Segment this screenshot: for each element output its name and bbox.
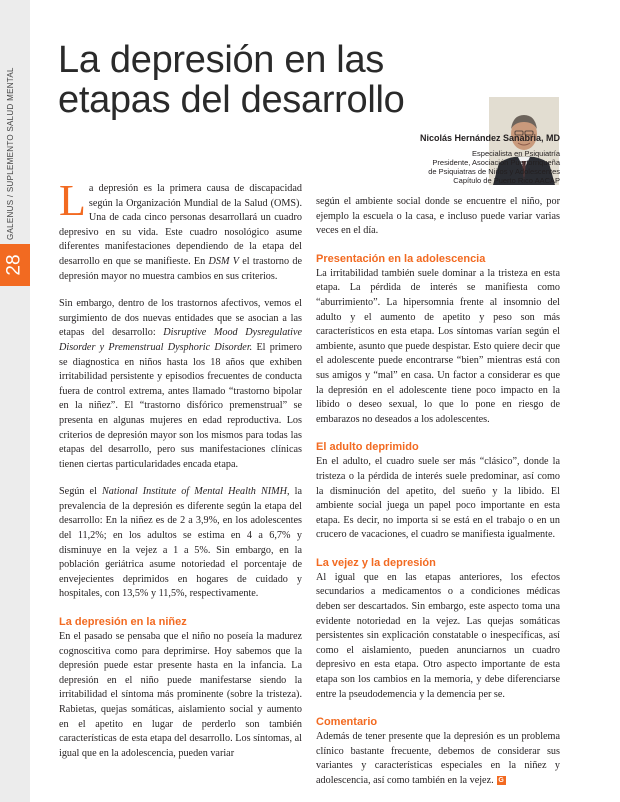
author-block: [420, 133, 560, 185]
heading-comentario: Comentario: [316, 716, 378, 729]
heading-ninez: La depresión en la niñez: [59, 616, 187, 629]
page-number: [0, 244, 30, 286]
right-column: [316, 195, 560, 802]
paragraph-prevalence: [59, 485, 302, 602]
drop-cap: L: [59, 176, 86, 225]
end-mark-icon: G: [498, 777, 504, 785]
p2-italic: Disruptive Mood Dysregulative Disorder y Premenstrual Dysphoric Disorder.: [59, 327, 303, 353]
author-credentials: [420, 149, 560, 185]
running-head: [6, 224, 15, 240]
article-title: La depresión en las etapas del desarrollo: [58, 39, 405, 121]
paragraph-adulto: En el adulto, el cuadro suele ser más “clásico”, donde la tristeza o la pérdida de interés suele predominar, así como la disminución del apetito, del sueño y la libido. El ambiente social juega un papel poco importante en esta etapa. Es decir, no importa si se está en el trabajo o en un crucero de vacaciones, el cuadro se manifiesta igualmente.: [316, 456, 560, 541]
paragraph-ninez: En el pasado se pensaba que el niño no poseía la madurez cognoscitiva como para deprimirse. Hoy sabemos que la depresión puede estar presente hasta en la infancia. La depresión en el niño puede manifestarse siendo la irritabilidad el síntoma más prominente (sobre la tristeza). Rabietas, quejas somáticas, aislamiento social y aumento en el apetito en lugar de perderlo son también características de esta etapa del desarrollo. Los síntomas, al igual que en la adolescencia, pueden variar: [59, 631, 302, 759]
p3-italic: National Institute of Mental Health NIMH: [102, 486, 288, 498]
intro-italic: DSM V: [208, 255, 239, 267]
author-credential-line: Presidente, Asociación Puertorriqueña: [432, 158, 560, 167]
paragraph-comentario: [316, 730, 560, 788]
author-credential-line: Capítulo de Puerto Rico AACAP: [453, 176, 560, 185]
heading-vejez: La vejez y la depresión: [316, 556, 436, 569]
heading-adolescencia: Presentación en la adolescencia: [316, 252, 486, 265]
heading-adulto: El adulto deprimido: [316, 441, 419, 454]
paragraph-vejez: Al igual que en las etapas anteriores, los efectos secundarios a medicamentos o a condiciones médicas deben ser descartados. Sin embargo, este aspecto toma una evidente notoriedad en la vejez. Las quejas somáticas persistentes sin explicación constatable o inespecíficas, así como el aislamiento, pueden anunciarnos un cuadro depresivo en esta etapa. Otro aspecto importante de esta etapa son los cambios en la memoria, y debe diferenciarse entre la pseudodemencia y la demencia per se.: [316, 571, 560, 700]
p2-text: Sin embargo, dentro de los trastornos afectivos, vemos el surgimiento de dos nuevas entidades que se asocian a las etapas del desarrollo:: [59, 298, 302, 339]
p3-text-end: , la prevalencia de la depresión es diferente según la etapa del desarrollo: En la niñez es de 2 a 3,9%, en los adolescentes del 11,2%; en los adultos se estima en 4 a 6,7% y disminuye en la vejez a 1 a 5%. Sin embargo, en la población geriátrica asume notoriedad el porcentaje de envejecientes deprimidos en hogares de cuidado y hospitales, con 13,5% y 11,5%, respectivamente.: [59, 486, 302, 600]
comentario-text: Además de tener presente que la depresión es un problema clínico bastante frecuente, debemos de considerar sus variantes y características especiales en la niñez y adolescencia, así como también en la vejez.: [316, 731, 560, 786]
intro-paragraph: [59, 176, 303, 284]
intro-text: a depresión es la primera causa de discapacidad según la Organización Mundial de la Salud (OMS). Una de cada cinco personas desarrollará un cuadro depresivo en su vida. Este cuadro nosológico asume diferentes manifestaciones dependiendo de la etapa del desarrollo en que se manifieste. En: [59, 183, 302, 267]
paragraph-continuation: según el ambiente social donde se encuentre el niño, por ejemplo la escuela o la casa, e incluso puede variar varias veces en el día.: [316, 196, 560, 237]
p3-text: Según el: [59, 486, 102, 498]
p2-text-end: El primero se diagnostica en niños hasta los 18 años que exhiben irritabilidad persistente y episodios frecuentes de conducta fuera de control extrema, antes llamado “trastorno bipolar en la niñez”. El “trastorno disfórico premenstrual” se presenta en algunas mujeres en edad reproductiva. Los criterios de depresión mayor son los mismos para todas las etapas del desarrollo, pero sus manifestaciones clínicas tienen ciertas particularidades encada etapa.: [59, 341, 302, 470]
page-number-text: 28: [3, 254, 25, 276]
paragraph-new-entities: [59, 297, 302, 472]
intro-text-end: el trastorno de depresión mayor no muestra cambios en sus criterios.: [59, 255, 303, 282]
author-name: Nicolás Hernández Sanabria, MD: [419, 133, 560, 143]
author-credential-line: de Psiquiatras de Niños y Adolescentes: [428, 167, 560, 176]
side-strip: [0, 0, 30, 802]
paragraph-adolescencia: La irritabilidad también suele dominar a la tristeza en esta etapa. La pérdida de interés se manifiesta como “aburrimiento”. La hipersomnia frente al insomnio del adulto y el aumento de apetito y peso son más característicos en esta etapa. Los síntomas varían según el ambiente, asunto que puede despistar. Esto quiere decir que el adolescente puede encontrarse “bien” mientras está con sus amigos y “mal” en casa. Un factor a considerar es que la depresión en el adolescente tiene poco impacto en la libido o deseo sexual, lo que lo pone en riesgo de embarazos no deseados a los adolescentes.: [316, 267, 560, 425]
left-column: [59, 176, 303, 774]
author-credential-line: Especialista en Psiquiatría: [472, 149, 560, 158]
